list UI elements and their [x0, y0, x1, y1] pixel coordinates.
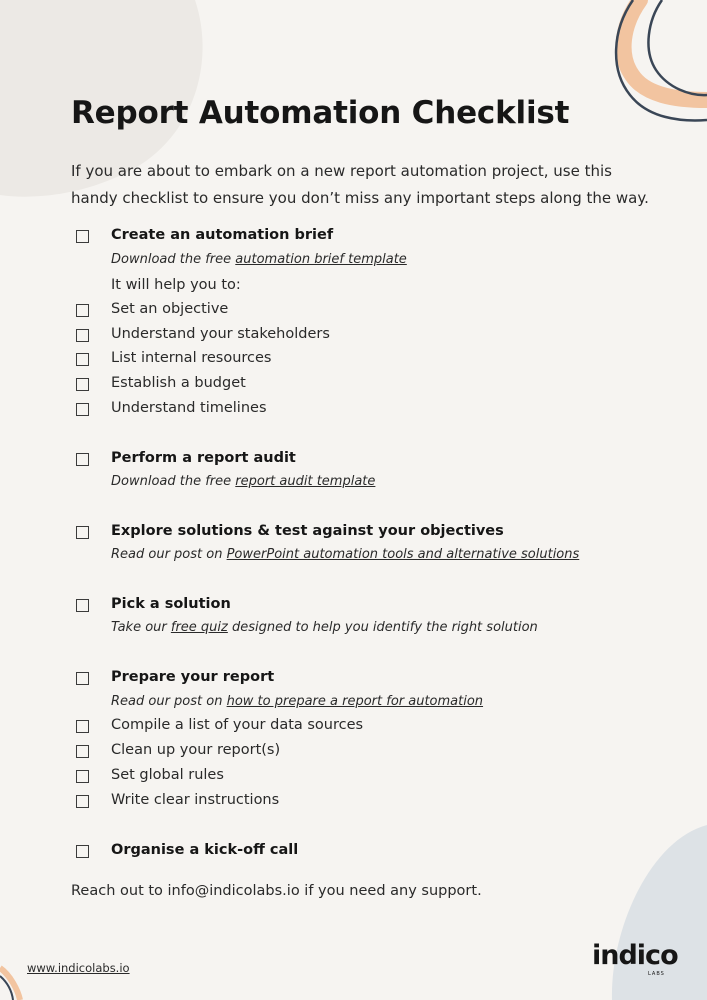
quiz-link[interactable]: free quiz — [170, 620, 228, 635]
step-heading: Pick a solution — [111, 596, 231, 612]
top-right-navy-swirl — [648, 0, 707, 95]
checkbox[interactable] — [76, 720, 89, 733]
top-right-peach-swirl — [624, 0, 707, 100]
step-heading: Perform a report audit — [111, 450, 296, 466]
checkbox[interactable] — [76, 378, 89, 391]
checkbox[interactable] — [76, 526, 89, 539]
step-heading: Create an automation brief — [111, 227, 334, 243]
checkbox[interactable] — [76, 329, 89, 342]
template-link[interactable]: automation brief template — [235, 252, 407, 267]
checkbox[interactable] — [76, 795, 89, 808]
helper-text: It will help you to: — [111, 277, 241, 293]
checkbox[interactable] — [76, 403, 89, 416]
intro-paragraph: If you are about to embark on a new report automation project, use this handy checklist to ensure you don’t miss any important steps along the way. — [71, 162, 649, 207]
item-label: Write clear instructions — [111, 792, 280, 808]
step-heading: Explore solutions & test against your objectives — [111, 523, 504, 539]
checkbox[interactable] — [76, 230, 89, 243]
item-label: Set an objective — [111, 301, 229, 317]
support-text: Reach out to info@indicolabs.io if you need any support. — [71, 883, 482, 899]
item-label: Establish a budget — [111, 375, 246, 391]
post-link[interactable]: PowerPoint automation tools and alternative solutions — [226, 547, 580, 562]
checkbox[interactable] — [76, 353, 89, 366]
checkbox[interactable] — [76, 304, 89, 317]
item-label: Clean up your report(s) — [111, 742, 281, 758]
page-title: Report Automation Checklist — [71, 95, 570, 131]
bottom-left-peach-curve — [0, 968, 20, 1000]
item-label: Set global rules — [111, 767, 224, 783]
step-note: Download the free automation brief template — [111, 252, 407, 267]
step-heading: Prepare your report — [111, 669, 275, 685]
checkbox[interactable] — [76, 453, 89, 466]
checkbox[interactable] — [76, 745, 89, 758]
item-label: List internal resources — [111, 350, 272, 366]
step-heading: Organise a kick-off call — [111, 842, 299, 858]
step-note: Take our free quiz designed to help you identify the right solution — [111, 620, 538, 635]
step-note: Read our post on PowerPoint automation tools and alternative solutions — [111, 547, 580, 562]
checkbox[interactable] — [76, 672, 89, 685]
template-link[interactable]: report audit template — [235, 474, 376, 489]
step-note: Read our post on how to prepare a report for automation — [111, 694, 484, 709]
step-note: Download the free report audit template — [111, 474, 376, 489]
item-label: Understand timelines — [111, 400, 267, 416]
post-link[interactable]: how to prepare a report for automation — [226, 694, 484, 709]
item-label: Compile a list of your data sources — [111, 717, 364, 733]
website-link[interactable]: www.indicolabs.io — [27, 961, 130, 975]
checkbox[interactable] — [76, 770, 89, 783]
checkbox[interactable] — [76, 599, 89, 612]
indico-logo: indico LABS — [592, 940, 678, 977]
checkbox[interactable] — [76, 845, 89, 858]
item-label: Understand your stakeholders — [111, 326, 330, 342]
